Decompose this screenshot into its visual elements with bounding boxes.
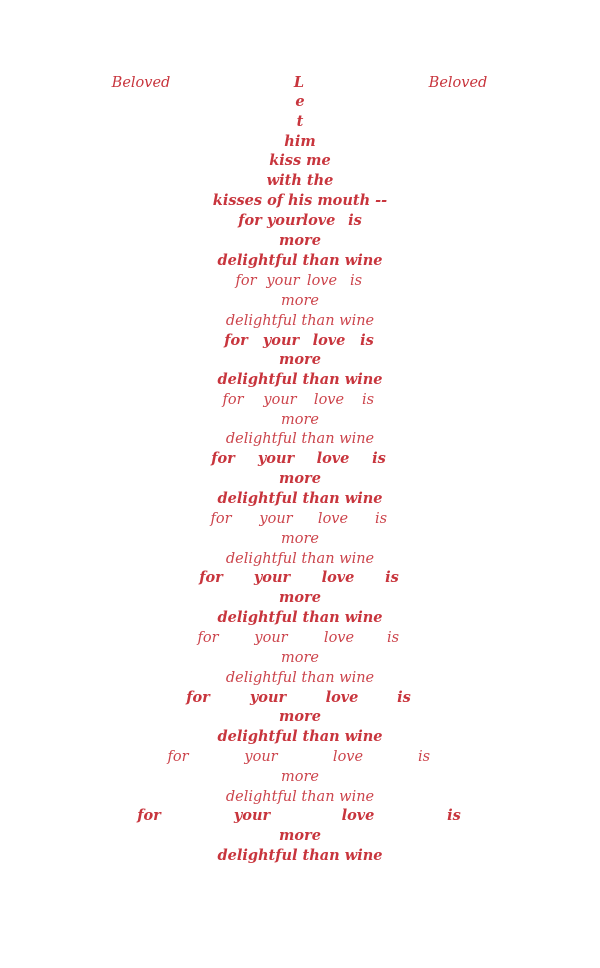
word-is: is [360,332,374,349]
word-your: your [254,630,288,646]
words-kisses-of-his-mouth: kisses of his mouth -- [212,192,388,209]
word-love: love [306,273,338,289]
delightful-line [0,846,600,866]
word-your: your [263,392,297,408]
words-kiss-me: kiss me [269,152,331,169]
opening-line [0,151,600,171]
delightful-line [0,429,600,449]
word-your: your [249,689,287,706]
word-your: your [259,511,293,527]
word-love: love [321,569,355,586]
title-row [0,73,600,93]
word-is: is [349,273,363,289]
word-more: more [281,531,319,547]
words-delightful-than-wine: delightful than wine [217,371,383,388]
word-for: for [199,569,223,586]
more-line [0,648,600,668]
letter-l: L [293,74,305,91]
delightful-line [0,311,600,331]
for-your-love-is-line [0,390,600,410]
word-more: more [281,769,319,785]
word-love: love [325,689,359,706]
opening-line [0,92,600,112]
delightful-line [0,489,600,509]
word-for: for [137,807,161,824]
word-for: for [186,689,210,706]
word-more: more [279,827,321,844]
word-him: him [284,133,316,150]
words-delightful-than-wine: delightful than wine [217,847,383,864]
for-your-love-is-line [0,509,600,529]
word-more: more [281,412,319,428]
words-with-the: with the [266,172,334,189]
word-is: is [447,807,461,824]
word-is: is [385,569,399,586]
word-for: for [210,511,232,527]
word-is: is [348,212,362,229]
word-love: love [302,212,336,229]
word-your: your [262,332,300,349]
for-your-love-is-line [0,211,600,231]
word-for: for [235,273,257,289]
word-your: your [244,749,278,765]
words-delightful-than-wine: delightful than wine [225,431,375,447]
word-love: love [316,450,350,467]
word-for: for [222,392,244,408]
word-for: for [211,450,235,467]
more-line [0,350,600,370]
word-love: love [312,332,346,349]
opening-line [0,112,600,132]
words-delightful-than-wine: delightful than wine [225,551,375,567]
beloved-left: Beloved [111,75,171,91]
word-is: is [397,689,411,706]
letter-e: e [295,93,305,110]
more-line [0,469,600,489]
for-your-love-is-line [0,331,600,351]
delightful-line [0,370,600,390]
word-more: more [279,351,321,368]
word-love: love [313,392,345,408]
opening-line [0,132,600,152]
word-more: more [281,650,319,666]
opening-line [0,191,600,211]
word-is: is [386,630,400,646]
word-love: love [317,511,349,527]
words-delightful-than-wine: delightful than wine [217,609,383,626]
delightful-line [0,727,600,747]
delightful-line [0,787,600,807]
word-is: is [374,511,388,527]
more-line [0,707,600,727]
for-your-love-is-line [0,806,600,826]
more-line [0,588,600,608]
word-your: your [257,450,295,467]
delightful-line [0,549,600,569]
words-delightful-than-wine: delightful than wine [217,252,383,269]
word-more: more [279,470,321,487]
more-line [0,826,600,846]
words-delightful-than-wine: delightful than wine [217,490,383,507]
word-for: for [167,749,189,765]
word-more: more [279,232,321,249]
word-love: love [332,749,364,765]
for-your-love-is-line [0,688,600,708]
more-line [0,767,600,787]
more-line [0,231,600,251]
delightful-line [0,668,600,688]
word-love: love [323,630,355,646]
word-your: your [253,569,291,586]
for-your-love-is-line [0,271,600,291]
letter-t: t [296,113,304,130]
for-your-love-is-line [0,568,600,588]
words-delightful-than-wine: delightful than wine [225,313,375,329]
word-more: more [279,589,321,606]
delightful-line [0,608,600,628]
word-for: for [197,630,219,646]
word-more: more [279,708,321,725]
more-line [0,291,600,311]
word-is: is [372,450,386,467]
word-is: is [361,392,375,408]
for-your-love-is-line [0,449,600,469]
for-your-love-is-line [0,747,600,767]
opening-line [0,171,600,191]
words-delightful-than-wine: delightful than wine [217,728,383,745]
word-your: your [266,212,304,229]
beloved-right: Beloved [428,75,488,91]
words-delightful-than-wine: delightful than wine [225,789,375,805]
more-line [0,410,600,430]
delightful-line [0,251,600,271]
for-your-love-is-line [0,628,600,648]
word-is: is [417,749,431,765]
words-delightful-than-wine: delightful than wine [225,670,375,686]
word-more: more [281,293,319,309]
word-your: your [233,807,271,824]
word-for: for [238,212,262,229]
word-love: love [341,807,375,824]
word-your: your [266,273,300,289]
word-for: for [224,332,248,349]
more-line [0,529,600,549]
